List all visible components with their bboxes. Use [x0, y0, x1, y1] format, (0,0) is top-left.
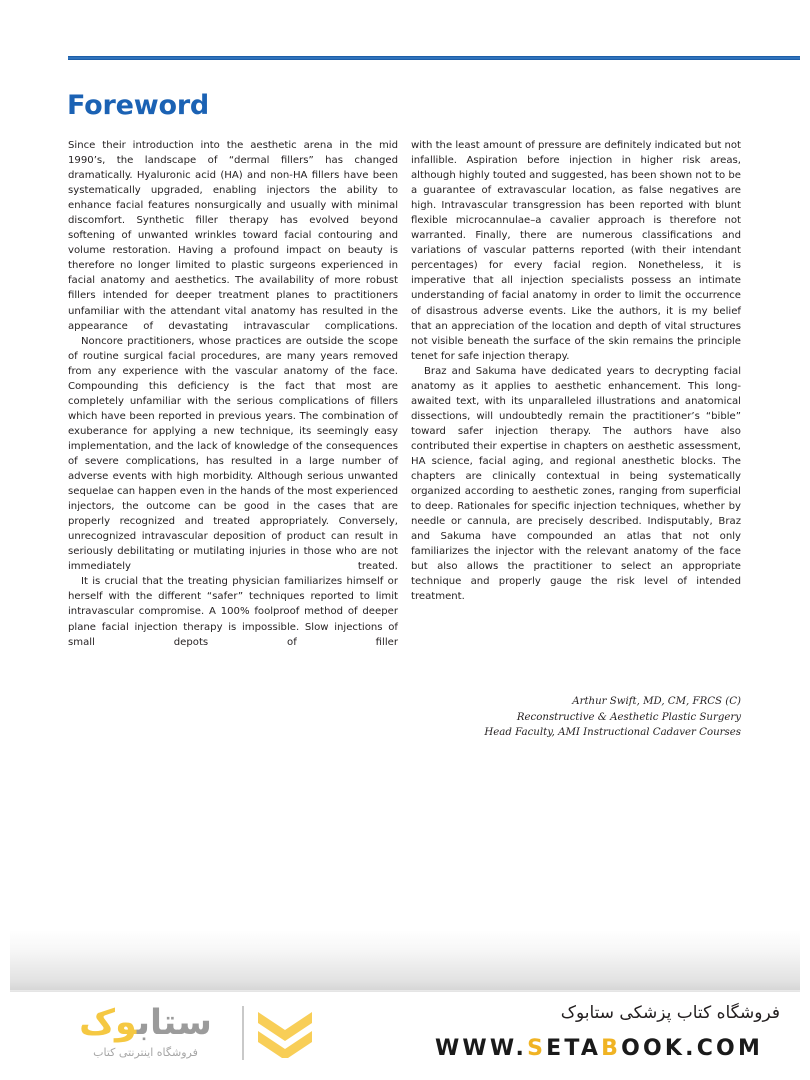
url-suffix: OOK.COM [621, 1036, 764, 1061]
paragraph: Braz and Sakuma have dedicated years to decrypting facial anatomy as it applies to aesthetic enhancement. This long-awaited text, with its unparalleled illustrations and anatomical dissections, will undoubtedly remain the practitioner’s “bible” toward safer injection therapy. The authors have also contributed their expertise in chapters on aesthetic assessment, HA science, facial aging, and regional anesthetic blocks. The chapters are clinically contextual in being systematically organized according to aesthetic zones, ranging from superficial to deep. Rationales for specific injection techniques, whether by needle or cannula, are precisely described. Indisputably, Braz and Sakuma have compounded an atlas that not only familiarizes the injector with the relevant anatomy of the face but also allows the practitioner to select an appropriate technique and properly gauge the risk level of intended treatment. [411, 365, 741, 603]
url-highlight-b: B [601, 1036, 622, 1061]
logo-divider [242, 1006, 244, 1060]
footer-divider [10, 990, 800, 991]
footer-tagline: فروشگاه کتاب پزشکی ستابوک [560, 1003, 780, 1023]
url-prefix: WWW. [434, 1036, 528, 1061]
signature-role: Reconstructive & Aesthetic Plastic Surgery [516, 711, 741, 723]
header-rule [68, 56, 800, 60]
url-highlight-s: S [527, 1036, 547, 1061]
logo-wordmark-accent: وک [79, 1003, 137, 1043]
paragraph: It is crucial that the treating physician familiarizes himself or herself with the different “safer” techniques reported to limit intravascular compromise. A 100% foolproof method of deeper plane facial injection therapy is impossible. Slow injections of small depots of filler [68, 576, 398, 648]
column-left [68, 138, 398, 650]
logo-wordmark [58, 1002, 233, 1046]
double-chevron-icon [256, 1008, 314, 1058]
footer-gradient-band [10, 930, 800, 992]
logo-wordmark-main: ستاب [136, 1003, 212, 1043]
body-columns [68, 138, 741, 650]
signature-affiliation: Head Faculty, AMI Instructional Cadaver Courses [484, 727, 741, 739]
signature-block [408, 694, 741, 741]
column-right [411, 138, 741, 650]
paragraph: Noncore practitioners, whose practices are outside the scope of routine surgical facial procedures, are many years removed from any experience with the vascular anatomy of the face. Compounding this deficiency is the fact that most are completely unfamiliar with the serious complications of fillers which have been reported in previous years. The combination of exuberance for applying a new technique, its seemingly easy implementation, and the lack of knowledge of the consequences of severe complications, has resulted in a large number of adverse events with high morbidity. Although serious unwanted sequelae can happen even in the hands of the most experienced injectors, the outcome can be good in the cases that are properly recognized and treated appropriately. Conversely, unrecognized intravascular deposition of product can result in seriously debilitating or mutilating injuries in those who are not immediately treated. [68, 335, 398, 573]
footer-url[interactable] [418, 1036, 780, 1061]
page-title: Foreword [67, 90, 210, 122]
paragraph: with the least amount of pressure are definitely indicated but not infallible. Aspiration before injection in higher risk areas, although highly touted and suggested, has been shown not to be a guarantee of extravascular location, as false negatives are high. Intravascular transgression has been reported with blunt flexible microcannulae–a cavalier approach is therefore not warranted. Finally, there are numerous classifications and variations of vascular patterns reported (with their intendant percentages) for every facial region. Nonetheless, it is imperative that all injection specialists possess an intimate understanding of facial anatomy in order to limit the occurrence of disastrous adverse events. Like the authors, it is my belief that an appreciation of the location and depth of vital structures not visible beneath the surface of the skin remains the principle tenet for safe injection therapy. [411, 140, 741, 362]
paragraph: Since their introduction into the aesthetic arena in the mid 1990’s, the landscape of “dermal fillers” has changed dramatically. Hyaluronic acid (HA) and non-HA fillers have been systematically upgraded, enabling injectors the ability to enhance facial features nonsurgically and usually with minimal discomfort. Synthetic filler therapy has evolved beyond softening of unwanted wrinkles toward facial contouring and volume restoration. Having a profound impact on beauty is therefore no longer limited to plastic surgeons experienced in facial anatomy and aesthetics. The availability of more robust fillers intended for deeper treatment planes to practitioners unfamiliar with the attendant vital anatomy has resulted in the appearance of devastating intravascular complications. [68, 140, 398, 332]
url-mid: ETA [546, 1036, 602, 1061]
site-logo[interactable] [58, 1000, 313, 1070]
signature-name: Arthur Swift, MD, CM, FRCS (C) [572, 696, 741, 707]
logo-subtitle: فروشگاه اینترنتی کتاب [93, 1046, 198, 1059]
